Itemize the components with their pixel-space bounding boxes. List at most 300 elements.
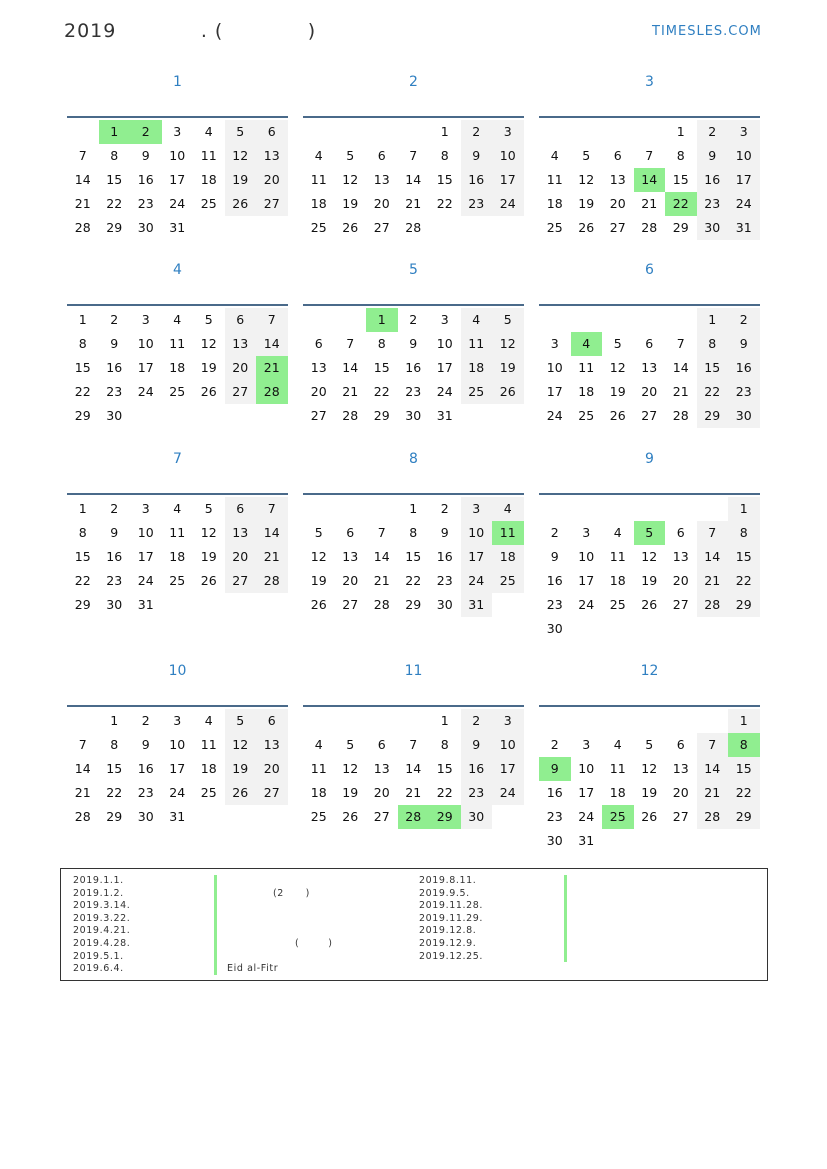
day-cell: 20: [373, 196, 390, 211]
day-cell: 26: [342, 809, 359, 824]
day-cell: 16: [405, 360, 422, 375]
day-cell: 14: [405, 761, 422, 776]
day-cell: 8: [110, 148, 119, 163]
day-cell: 30: [461, 805, 493, 829]
day-cell: 29: [106, 220, 123, 235]
day-cell: 26: [200, 573, 217, 588]
day-cell: 10: [169, 737, 186, 752]
day-cell: 17: [461, 545, 493, 569]
month-grid: [67, 705, 288, 824]
day-cell: 5: [225, 709, 257, 733]
day-cell: 28: [74, 809, 91, 824]
day-cell: 16: [461, 757, 493, 781]
day-cell: 30: [697, 216, 729, 240]
day-cell: 14: [697, 545, 729, 569]
day-cell: 10: [578, 549, 595, 564]
day-cell: 9: [550, 549, 559, 564]
day-cell: 15: [106, 761, 123, 776]
day-cell: 24: [436, 384, 453, 399]
day-cell: 23: [728, 380, 760, 404]
day-cell: 15: [436, 172, 453, 187]
day-cell: 25: [310, 809, 327, 824]
day-cell: 8: [377, 336, 386, 351]
day-cell: 31: [461, 593, 493, 617]
month-grid: [67, 304, 288, 423]
day-cell: 27: [225, 569, 257, 593]
month-label: 1: [173, 74, 182, 90]
day-cell: 21: [697, 569, 729, 593]
legend-divider: [214, 875, 217, 975]
day-cell: 6: [645, 336, 654, 351]
day-cell: 11: [578, 360, 595, 375]
legend-date: 2019.12.25.: [419, 950, 484, 962]
day-cell: 27: [225, 380, 257, 404]
day-cell: 17: [492, 757, 524, 781]
day-cell: 7: [377, 525, 386, 540]
month-grid: [303, 493, 524, 612]
month-label: 3: [645, 74, 654, 90]
day-cell: 19: [200, 360, 217, 375]
day-cell: 4: [550, 148, 559, 163]
legend-date: 2019.3.22.: [73, 912, 131, 924]
day-cell: 6: [256, 120, 288, 144]
day-cell: 11: [609, 549, 626, 564]
day-cell: 31: [578, 833, 595, 848]
day-cell: 4: [492, 497, 524, 521]
legend-date: 2019.1.1.: [73, 875, 124, 886]
month-grid: [303, 304, 524, 423]
day-cell: 3: [582, 737, 591, 752]
day-cell: 12: [641, 761, 658, 776]
day-cell: 15: [728, 757, 760, 781]
day-cell: 29: [106, 809, 123, 824]
day-cell: 9: [110, 525, 119, 540]
day-cell: 1: [697, 308, 729, 332]
day-cell: 17: [578, 573, 595, 588]
day-cell: 17: [169, 172, 186, 187]
month-grid: [539, 493, 760, 636]
day-cell: 26: [578, 220, 595, 235]
day-cell: 18: [169, 549, 186, 564]
day-cell: 18: [461, 356, 493, 380]
day-cell: 10: [728, 144, 760, 168]
day-cell: 27: [373, 220, 390, 235]
day-cell: 13: [225, 521, 257, 545]
day-cell: 16: [436, 549, 453, 564]
page-title: 2019 . ( ): [64, 20, 317, 42]
day-cell: 9: [728, 332, 760, 356]
day-cell: 3: [550, 336, 559, 351]
day-cell: 20: [373, 785, 390, 800]
day-cell: 6: [377, 737, 386, 752]
day-cell: 7: [645, 148, 654, 163]
day-cell: 10: [137, 525, 154, 540]
day-cell: 2: [697, 120, 729, 144]
day-cell: 23: [106, 384, 123, 399]
day-cell: 2: [550, 737, 559, 752]
day-cell: 23: [546, 597, 563, 612]
day-cell: 7: [78, 737, 87, 752]
day-cell: 7: [676, 336, 685, 351]
day-cell: 24: [492, 781, 524, 805]
day-cell: 27: [310, 408, 327, 423]
legend-date: 2019.11.28.: [419, 900, 484, 912]
day-cell: 3: [492, 120, 524, 144]
day-cell: 28: [405, 220, 422, 235]
day-cell: 1: [728, 497, 760, 521]
day-cell: 13: [672, 761, 689, 776]
day-cell: 5: [204, 312, 213, 327]
day-cell: 27: [641, 408, 658, 423]
holiday-day-cell: 28: [398, 805, 430, 829]
day-cell: 6: [377, 148, 386, 163]
day-cell: 22: [728, 781, 760, 805]
day-cell: 9: [461, 733, 493, 757]
day-cell: 26: [641, 597, 658, 612]
day-cell: 25: [200, 196, 217, 211]
day-cell: 31: [169, 809, 186, 824]
day-cell: 18: [609, 573, 626, 588]
day-cell: 21: [74, 196, 91, 211]
day-cell: 11: [169, 336, 186, 351]
day-cell: 1: [409, 501, 418, 516]
day-cell: 4: [461, 308, 493, 332]
day-cell: 11: [609, 761, 626, 776]
day-cell: 20: [342, 573, 359, 588]
day-cell: 31: [436, 408, 453, 423]
month-label: 7: [173, 451, 182, 467]
day-cell: 20: [310, 384, 327, 399]
day-cell: 6: [676, 737, 685, 752]
brand-link[interactable]: TIMESLES.COM: [652, 24, 762, 39]
day-cell: 11: [200, 737, 217, 752]
day-cell: 28: [342, 408, 359, 423]
day-cell: 16: [461, 168, 493, 192]
day-cell: 2: [550, 525, 559, 540]
day-cell: 23: [405, 384, 422, 399]
holiday-day-cell: 9: [539, 757, 571, 781]
day-cell: 20: [672, 785, 689, 800]
day-cell: 22: [373, 384, 390, 399]
day-cell: 18: [200, 172, 217, 187]
day-cell: 26: [200, 384, 217, 399]
day-cell: 22: [106, 785, 123, 800]
day-cell: 3: [582, 525, 591, 540]
day-cell: 8: [676, 148, 685, 163]
day-cell: 4: [173, 312, 182, 327]
day-cell: 16: [137, 761, 154, 776]
day-cell: 12: [609, 360, 626, 375]
day-cell: 11: [461, 332, 493, 356]
day-cell: 31: [728, 216, 760, 240]
day-cell: 24: [728, 192, 760, 216]
month-grid: [67, 493, 288, 612]
day-cell: 30: [436, 597, 453, 612]
day-cell: 5: [204, 501, 213, 516]
day-cell: 9: [141, 737, 150, 752]
month-grid: [539, 116, 760, 235]
day-cell: 15: [405, 549, 422, 564]
day-cell: 17: [728, 168, 760, 192]
day-cell: 4: [613, 525, 622, 540]
day-cell: 2: [461, 709, 493, 733]
day-cell: 29: [74, 597, 91, 612]
day-cell: 29: [373, 408, 390, 423]
day-cell: 3: [141, 312, 150, 327]
day-cell: 19: [342, 785, 359, 800]
day-cell: 18: [609, 785, 626, 800]
day-cell: 7: [256, 497, 288, 521]
holiday-day-cell: 29: [429, 805, 461, 829]
day-cell: 5: [492, 308, 524, 332]
month-grid: [303, 116, 524, 235]
month-label: 12: [640, 663, 659, 679]
legend-holiday-name: ( ): [295, 938, 333, 949]
day-cell: 9: [141, 148, 150, 163]
day-cell: 25: [169, 573, 186, 588]
day-cell: 4: [173, 501, 182, 516]
day-cell: 5: [613, 336, 622, 351]
day-cell: 14: [74, 761, 91, 776]
day-cell: 12: [342, 761, 359, 776]
day-cell: 15: [728, 545, 760, 569]
day-cell: 6: [346, 525, 355, 540]
day-cell: 25: [492, 569, 524, 593]
day-cell: 23: [436, 573, 453, 588]
day-cell: 22: [436, 196, 453, 211]
day-cell: 11: [546, 172, 563, 187]
day-cell: 3: [173, 124, 182, 139]
day-cell: 14: [74, 172, 91, 187]
day-cell: 23: [137, 196, 154, 211]
day-cell: 16: [137, 172, 154, 187]
day-cell: 10: [461, 521, 493, 545]
day-cell: 26: [225, 192, 257, 216]
day-cell: 30: [728, 404, 760, 428]
day-cell: 1: [78, 501, 87, 516]
day-cell: 22: [74, 384, 91, 399]
day-cell: 5: [645, 737, 654, 752]
day-cell: 14: [697, 757, 729, 781]
day-cell: 15: [697, 356, 729, 380]
day-cell: 13: [373, 172, 390, 187]
day-cell: 13: [256, 733, 288, 757]
day-cell: 26: [225, 781, 257, 805]
holiday-day-cell: 1: [99, 120, 131, 144]
day-cell: 10: [578, 761, 595, 776]
day-cell: 16: [546, 573, 563, 588]
day-cell: 24: [461, 569, 493, 593]
day-cell: 25: [169, 384, 186, 399]
day-cell: 8: [78, 525, 87, 540]
day-cell: 5: [225, 120, 257, 144]
day-cell: 19: [641, 573, 658, 588]
month-label: 8: [409, 451, 418, 467]
day-cell: 24: [578, 809, 595, 824]
day-cell: 2: [110, 501, 119, 516]
day-cell: 11: [310, 172, 327, 187]
day-cell: 10: [169, 148, 186, 163]
day-cell: 30: [137, 220, 154, 235]
day-cell: 15: [74, 360, 91, 375]
day-cell: 16: [106, 360, 123, 375]
day-cell: 19: [225, 168, 257, 192]
holiday-day-cell: 1: [366, 308, 398, 332]
day-cell: 29: [74, 408, 91, 423]
day-cell: 23: [461, 192, 493, 216]
day-cell: 13: [342, 549, 359, 564]
day-cell: 13: [609, 172, 626, 187]
day-cell: 7: [697, 733, 729, 757]
month-grid: [67, 116, 288, 235]
day-cell: 20: [256, 757, 288, 781]
legend-date: 2019.4.28.: [73, 938, 131, 949]
day-cell: 19: [492, 356, 524, 380]
day-cell: 22: [697, 380, 729, 404]
day-cell: 16: [106, 549, 123, 564]
holiday-day-cell: 4: [571, 332, 603, 356]
day-cell: 25: [200, 785, 217, 800]
holiday-day-cell: 21: [256, 356, 288, 380]
day-cell: 10: [492, 733, 524, 757]
day-cell: 14: [672, 360, 689, 375]
day-cell: 28: [74, 220, 91, 235]
day-cell: 16: [546, 785, 563, 800]
day-cell: 25: [609, 597, 626, 612]
holiday-day-cell: 2: [130, 120, 162, 144]
day-cell: 8: [78, 336, 87, 351]
legend-date: 2019.4.21.: [73, 925, 131, 937]
day-cell: 12: [492, 332, 524, 356]
day-cell: 20: [641, 384, 658, 399]
day-cell: 28: [672, 408, 689, 423]
day-cell: 20: [225, 356, 257, 380]
day-cell: 15: [672, 172, 689, 187]
day-cell: 30: [546, 833, 563, 848]
day-cell: 7: [409, 148, 418, 163]
day-cell: 26: [342, 220, 359, 235]
day-cell: 1: [440, 713, 449, 728]
holiday-day-cell: 22: [665, 192, 697, 216]
legend-date: 2019.3.14.: [73, 900, 131, 912]
day-cell: 17: [492, 168, 524, 192]
day-cell: 7: [78, 148, 87, 163]
day-cell: 13: [373, 761, 390, 776]
day-cell: 30: [405, 408, 422, 423]
day-cell: 21: [641, 196, 658, 211]
day-cell: 6: [613, 148, 622, 163]
day-cell: 9: [461, 144, 493, 168]
day-cell: 6: [676, 525, 685, 540]
holiday-day-cell: 14: [634, 168, 666, 192]
legend-date: 2019.1.2.: [73, 887, 124, 899]
day-cell: 8: [110, 737, 119, 752]
day-cell: 26: [609, 408, 626, 423]
day-cell: 15: [436, 761, 453, 776]
day-cell: 10: [492, 144, 524, 168]
day-cell: 27: [256, 192, 288, 216]
day-cell: 26: [492, 380, 524, 404]
day-cell: 22: [74, 573, 91, 588]
day-cell: 25: [546, 220, 563, 235]
day-cell: 3: [461, 497, 493, 521]
day-cell: 2: [409, 312, 418, 327]
day-cell: 12: [200, 336, 217, 351]
day-cell: 1: [440, 124, 449, 139]
day-cell: 9: [409, 336, 418, 351]
day-cell: 17: [436, 360, 453, 375]
day-cell: 12: [200, 525, 217, 540]
day-cell: 19: [310, 573, 327, 588]
day-cell: 27: [672, 597, 689, 612]
day-cell: 16: [728, 356, 760, 380]
month-grid: [303, 705, 524, 824]
day-cell: 30: [106, 597, 123, 612]
day-cell: 18: [546, 196, 563, 211]
day-cell: 24: [492, 192, 524, 216]
day-cell: 19: [342, 196, 359, 211]
day-cell: 12: [310, 549, 327, 564]
day-cell: 8: [409, 525, 418, 540]
day-cell: 17: [137, 549, 154, 564]
day-cell: 19: [641, 785, 658, 800]
day-cell: 25: [578, 408, 595, 423]
month-label: 10: [168, 663, 187, 679]
day-cell: 11: [200, 148, 217, 163]
day-cell: 2: [110, 312, 119, 327]
day-cell: 3: [173, 713, 182, 728]
day-cell: 6: [314, 336, 323, 351]
day-cell: 3: [492, 709, 524, 733]
day-cell: 5: [346, 737, 355, 752]
day-cell: 21: [405, 785, 422, 800]
day-cell: 14: [256, 332, 288, 356]
day-cell: 19: [225, 757, 257, 781]
day-cell: 21: [373, 573, 390, 588]
day-cell: 31: [137, 597, 154, 612]
day-cell: 21: [342, 384, 359, 399]
day-cell: 4: [314, 148, 323, 163]
day-cell: 27: [609, 220, 626, 235]
day-cell: 26: [641, 809, 658, 824]
month-grid: [539, 705, 760, 848]
day-cell: 1: [110, 713, 119, 728]
day-cell: 13: [225, 332, 257, 356]
day-cell: 28: [256, 569, 288, 593]
legend-date: 2019.11.29.: [419, 912, 484, 924]
day-cell: 24: [137, 573, 154, 588]
day-cell: 8: [440, 737, 449, 752]
day-cell: 12: [641, 549, 658, 564]
legend-holiday-name: (2 ): [273, 887, 310, 899]
day-cell: 15: [373, 360, 390, 375]
day-cell: 5: [346, 148, 355, 163]
day-cell: 14: [342, 360, 359, 375]
day-cell: 29: [672, 220, 689, 235]
day-cell: 20: [256, 168, 288, 192]
day-cell: 3: [728, 120, 760, 144]
day-cell: 10: [546, 360, 563, 375]
day-cell: 10: [137, 336, 154, 351]
day-cell: 7: [346, 336, 355, 351]
day-cell: 4: [204, 713, 213, 728]
day-cell: 27: [373, 809, 390, 824]
day-cell: 22: [405, 573, 422, 588]
day-cell: 22: [106, 196, 123, 211]
day-cell: 13: [641, 360, 658, 375]
holiday-day-cell: 5: [634, 521, 666, 545]
legend-date: 2019.8.11.: [419, 875, 477, 886]
